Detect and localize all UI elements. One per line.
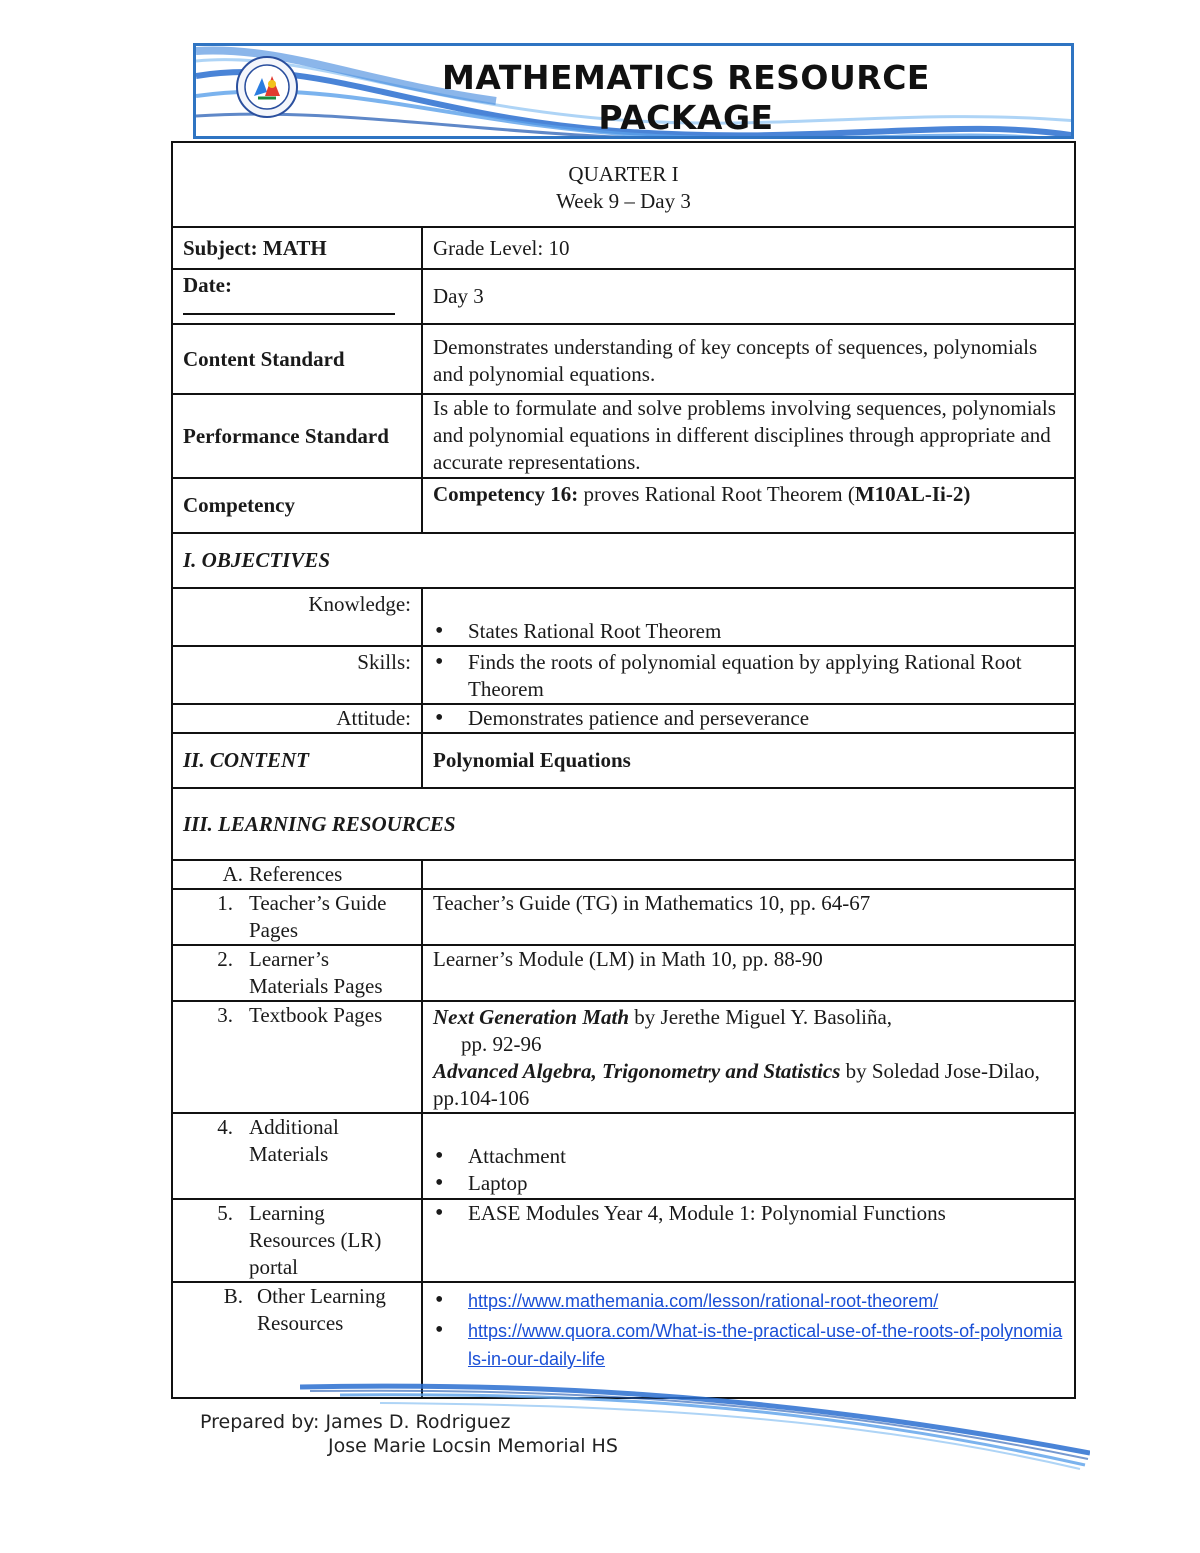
tb-book1-author: by Jerethe Miguel Y. Basoliña, [629, 1005, 893, 1029]
header-banner [193, 43, 1074, 139]
tb-book2-author: by Soledad Jose-Dilao, pp.104-106 [433, 1059, 1040, 1110]
knowledge-row [172, 588, 1075, 646]
lesson-plan-table [171, 141, 1076, 1399]
am-label: Additional Materials [249, 1115, 339, 1166]
knowledge-label: Knowledge: [172, 588, 422, 646]
performance-standard-text: Is able to formulate and solve problems involving sequences, polynomials and polynomial equations in different disciplines through appropriate and accurate representations. [422, 394, 1075, 478]
tg-number: 1. [217, 891, 233, 915]
attitude-label: Attitude: [172, 704, 422, 733]
tb-book1-pages: pp. 92-96 [461, 1032, 542, 1056]
resources-heading: III. LEARNING RESOURCES [172, 788, 1075, 860]
date-label: Date: [183, 273, 232, 297]
skills-label: Skills: [172, 646, 422, 704]
tb-number: 3. [217, 1003, 233, 1027]
other-resources-row [172, 1282, 1075, 1398]
resources-row [172, 788, 1075, 860]
content-standard-label: Content Standard [172, 324, 422, 394]
am-item: • Laptop [433, 1170, 1064, 1197]
competency-code: M10AL-Ii-2) [854, 482, 971, 506]
tg-value: Teacher’s Guide (TG) in Mathematics 10, pp. 64-67 [422, 889, 1075, 945]
banner-title-line1: MATHEMATICS RESOURCE [442, 58, 930, 97]
lm-value: Learner’s Module (LM) in Math 10, pp. 88-90 [422, 945, 1075, 1001]
lr-portal-row [172, 1199, 1075, 1282]
content-row [172, 733, 1075, 788]
lr-number: 5. [217, 1201, 233, 1225]
teachers-guide-row [172, 889, 1075, 945]
references-number: A. [222, 862, 243, 886]
other-label: Other Learning Resources [257, 1284, 386, 1335]
references-value-empty [422, 860, 1075, 889]
content-value: Polynomial Equations [422, 733, 1075, 788]
lr-label: Learning Resources (LR) portal [249, 1201, 382, 1279]
quarter-row [172, 142, 1075, 227]
performance-standard-row [172, 394, 1075, 478]
mathemania-link[interactable]: https://www.mathemania.com/lesson/rational-root-theorem/ [468, 1291, 939, 1311]
prepared-by-block [200, 1410, 618, 1458]
objectives-row [172, 533, 1075, 588]
competency-label: Competency [172, 478, 422, 533]
banner-title [386, 58, 986, 138]
lm-label: Learner’s Materials Pages [249, 947, 383, 998]
week-day-label: Week 9 – Day 3 [556, 189, 691, 213]
additional-materials-row [172, 1113, 1075, 1199]
subject-row [172, 227, 1075, 269]
competency-text [422, 478, 1075, 533]
skills-item: • Finds the roots of polynomial equation by applying Rational Root Theorem [433, 649, 1064, 703]
attitude-row [172, 704, 1075, 733]
lr-value: • EASE Modules Year 4, Module 1: Polynomial Functions [433, 1200, 1064, 1227]
banner-title-line2: PACKAGE [598, 98, 774, 137]
content-heading: II. CONTENT [172, 733, 422, 788]
date-row [172, 269, 1075, 324]
knowledge-item: • States Rational Root Theorem [433, 618, 1064, 645]
am-number: 4. [217, 1115, 233, 1139]
am-item: • Attachment [433, 1143, 1064, 1170]
other-number: B. [223, 1284, 243, 1308]
prepared-by: Prepared by: James D. Rodriguez [200, 1411, 511, 1433]
subject-label: Subject: MATH [172, 227, 422, 269]
skills-row [172, 646, 1075, 704]
tg-label: Teacher’s Guide Pages [249, 891, 387, 942]
quarter-label: QUARTER I [568, 162, 679, 186]
grade-level-label: Grade Level: 10 [422, 227, 1075, 269]
references-label: References [249, 862, 343, 886]
tb-value [422, 1001, 1075, 1113]
school-name: Jose Marie Locsin Memorial HS [328, 1435, 618, 1457]
content-standard-text: Demonstrates understanding of key concepts of sequences, polynomials and polynomial equations. [422, 324, 1075, 394]
textbook-row [172, 1001, 1075, 1113]
competency-row [172, 478, 1075, 533]
quora-link[interactable]: https://www.quora.com/What-is-the-practical-use-of-the-roots-of-polynomials-in-our-daily-life [468, 1321, 1063, 1369]
date-value: Day 3 [422, 269, 1075, 324]
deped-seal-icon [236, 56, 298, 118]
objectives-heading: I. OBJECTIVES [172, 533, 1075, 588]
tb-label: Textbook Pages [249, 1003, 383, 1027]
learners-materials-row [172, 945, 1075, 1001]
tb-book2-title: Advanced Algebra, Trigonometry and Statistics [433, 1059, 841, 1083]
lm-number: 2. [217, 947, 233, 971]
competency-prefix: Competency 16: [433, 482, 579, 506]
references-row [172, 860, 1075, 889]
performance-standard-label: Performance Standard [172, 394, 422, 478]
competency-description: proves Rational Root Theorem ( [578, 482, 855, 506]
date-blank-line [183, 299, 395, 315]
content-standard-row [172, 324, 1075, 394]
tb-book1-title: Next Generation Math [433, 1005, 630, 1029]
attitude-item: • Demonstrates patience and perseverance [433, 705, 1064, 732]
